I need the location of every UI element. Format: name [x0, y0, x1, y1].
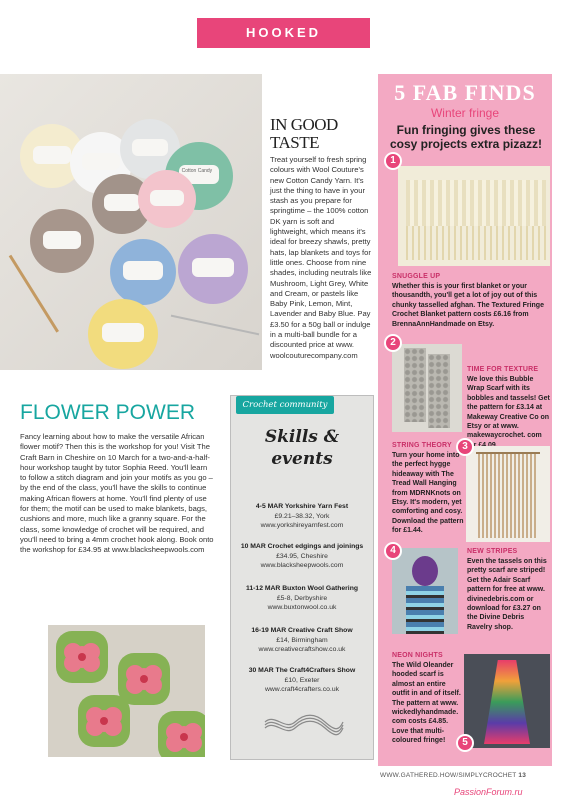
flower-power-body: Fancy learning about how to make the versatile African flower motif? Then this is the workshop for you! Visit The Craft Barn in Cheshire on 10 March for a two-and-a-half-hour workshop taught by tutor Sophia Reed. You'll learn to follow a stitch diagram and join your motifs as you go – by the end of the class, you'll have the skills to continue making African flowers at home. You'll find plenty of use for them; the motif can be used to make blankets, bags, cushions and more, much like a granny square. For the class, some knowledge of crochet will be required, and you'll need to bring a 4mm crochet hook along. Book onto the workshop for £34.95 at www.blacksheepwools.com — [20, 432, 214, 555]
fringe-shape — [406, 226, 546, 260]
crochet-community-tag: Crochet community — [236, 396, 334, 414]
skills-events-title-line1: Skills & — [264, 427, 340, 447]
scarf-shape — [404, 348, 426, 422]
section-banner — [207, 18, 360, 48]
find-2-photo — [392, 344, 462, 432]
event-url: www.blacksheepwools.com — [260, 562, 344, 570]
yarn-photo — [0, 74, 262, 370]
find-5-heading: NEON NIGHTS — [392, 652, 443, 659]
page-number: 13 — [518, 772, 527, 779]
fab-finds-subtitle: Winter fringe — [430, 106, 500, 120]
yarn-ball-lavender — [178, 234, 248, 304]
hair-shape — [412, 556, 438, 586]
event-item — [231, 626, 373, 655]
find-4-text: Even the tassels on this pretty scarf are striped! Get the Adair Scarf pattern for free at www. divinedebris.com or download for £3.27 on the Divine Debris Ravelry shop. — [467, 558, 547, 631]
find-3-number: 3 — [456, 438, 474, 456]
event-item — [231, 502, 373, 531]
footer-url: WWW.GATHERED.HOW/SIMPLYCROCHET — [380, 772, 517, 779]
find-1-text: Whether this is your first blanket or your thousandth, you'll get a lot of joy out of this chunky tasselled afghan. The Textured Fringe Crochet Blanket pattern costs £6.16 from BrennaAnnHandmade on Etsy. — [392, 283, 544, 328]
event-item — [231, 542, 373, 571]
event-detail: £34.95, Cheshire — [276, 552, 328, 560]
find-5-text: The Wild Oleander hooded scarf is almost an entire outfit in and of itself. The pattern at www. wickedlyhandmade. com costs £4.85. Love that multi-coloured fringe! — [392, 662, 461, 745]
find-4-photo — [392, 548, 458, 634]
yarn-skein-icon — [263, 714, 345, 736]
event-url: www.buxtonwool.co.uk — [267, 604, 337, 612]
find-3-heading: STRING THEORY — [392, 442, 452, 449]
event-url: www.creativecraftshow.co.uk — [258, 646, 346, 654]
yarn-label-text: Cotton Candy — [179, 165, 220, 184]
page-footer — [380, 772, 550, 779]
african-flower-photo — [48, 625, 205, 757]
event-detail: £14, Birmingham — [276, 636, 328, 644]
yarn-ball-pink — [138, 170, 196, 228]
fab-finds-title: 5 FAB FINDS — [394, 80, 536, 105]
event-url: www.yorkshireyarnfest.com — [260, 522, 344, 530]
event-item — [231, 666, 373, 695]
skills-events-box — [230, 395, 374, 760]
yarn-ball-blue — [110, 239, 176, 305]
flower-power-title: FLOWER POWER — [20, 401, 196, 424]
find-1-number: 1 — [384, 152, 402, 170]
find-5-photo — [464, 654, 550, 748]
wall-hanging-shape — [478, 454, 538, 538]
watermark: PassionForum.ru — [454, 787, 523, 797]
flower-power-article — [20, 402, 214, 556]
blanket-shape — [406, 180, 546, 226]
event-title: 11-12 MAR Buxton Wool Gathering — [245, 585, 359, 592]
find-4-heading: NEW STRIPES — [467, 548, 518, 555]
event-url: www.craft4crafters.co.uk — [264, 686, 340, 694]
skills-events-title-line2: events — [271, 449, 333, 469]
find-2-number: 2 — [384, 334, 402, 352]
event-title: 10 MAR Crochet edgings and joinings — [240, 543, 364, 550]
section-banner-label: HOOKED — [245, 25, 322, 40]
striped-scarf-shape — [406, 586, 444, 634]
flower-motif — [158, 711, 205, 757]
find-4-number: 4 — [384, 542, 402, 560]
scarf-shape — [428, 354, 450, 428]
in-good-taste-title: IN GOOD TASTE — [270, 115, 338, 152]
find-1-heading: SNUGGLE UP — [392, 273, 441, 280]
event-detail: £10, Exeter — [284, 676, 320, 684]
crochet-hook — [171, 315, 259, 336]
event-title: 16-19 MAR Creative Craft Show — [251, 627, 353, 634]
event-item — [231, 584, 373, 613]
find-3-text: Turn your home into the perfect hygge hideaway with The Tread Wall Hanging from MDRNKnots on Etsy. It's modern, yet comforting and cosy. Download the pattern for £1.44. — [392, 452, 464, 535]
in-good-taste-body: Treat yourself to fresh spring colours with Wool Couture's new Cotton Candy Yarn. It's just the thing to have in your stash as you prepare for springtime – the 100% cotton DK yarn is soft and lightweight, which means it's ideal for breezy shawls, pretty hats, lap blankets and toys for little ones. Choose from nine shades, including neutrals like Mushroom, Light Grey, White and Cream, or pastels like Baby Pink, Lemon, Mint, Lavender and Baby Blue. Pay £3.50 for a 50g ball or indulge in a multi-ball bundle for a discounted price at www. woolcouturecompany.com — [270, 155, 372, 360]
find-3-photo — [466, 446, 550, 542]
skills-events-title — [231, 426, 373, 470]
find-2-text: We love this Bubble Wrap Scarf with its bobbles and tassels! Get the pattern for £3.14 at Makeway Creative Co on Etsy or at www. makewaycrochet. com — [467, 376, 550, 440]
flower-motif — [78, 695, 130, 747]
fab-finds-tagline: Fun fringing gives these cosy projects extra pizazz! — [389, 123, 543, 151]
in-good-taste-article — [270, 116, 374, 361]
find-5-number: 5 — [456, 734, 474, 752]
yarn-ball-taupe — [30, 209, 94, 273]
event-title: 30 MAR The Craft4Crafters Show — [248, 667, 356, 674]
hooded-scarf-shape — [484, 660, 530, 744]
flower-motif — [118, 653, 170, 705]
flower-motif — [56, 631, 108, 683]
event-detail: £5-8, Derbyshire — [276, 594, 328, 602]
yarn-ball-lemon — [88, 299, 158, 369]
event-title: 4-5 MAR Yorkshire Yarn Fest — [255, 503, 349, 510]
find-2-heading: TIME FOR TEXTURE — [467, 366, 539, 373]
event-detail: £9.21–38.32, York — [274, 512, 330, 520]
find-1-photo — [398, 166, 550, 266]
